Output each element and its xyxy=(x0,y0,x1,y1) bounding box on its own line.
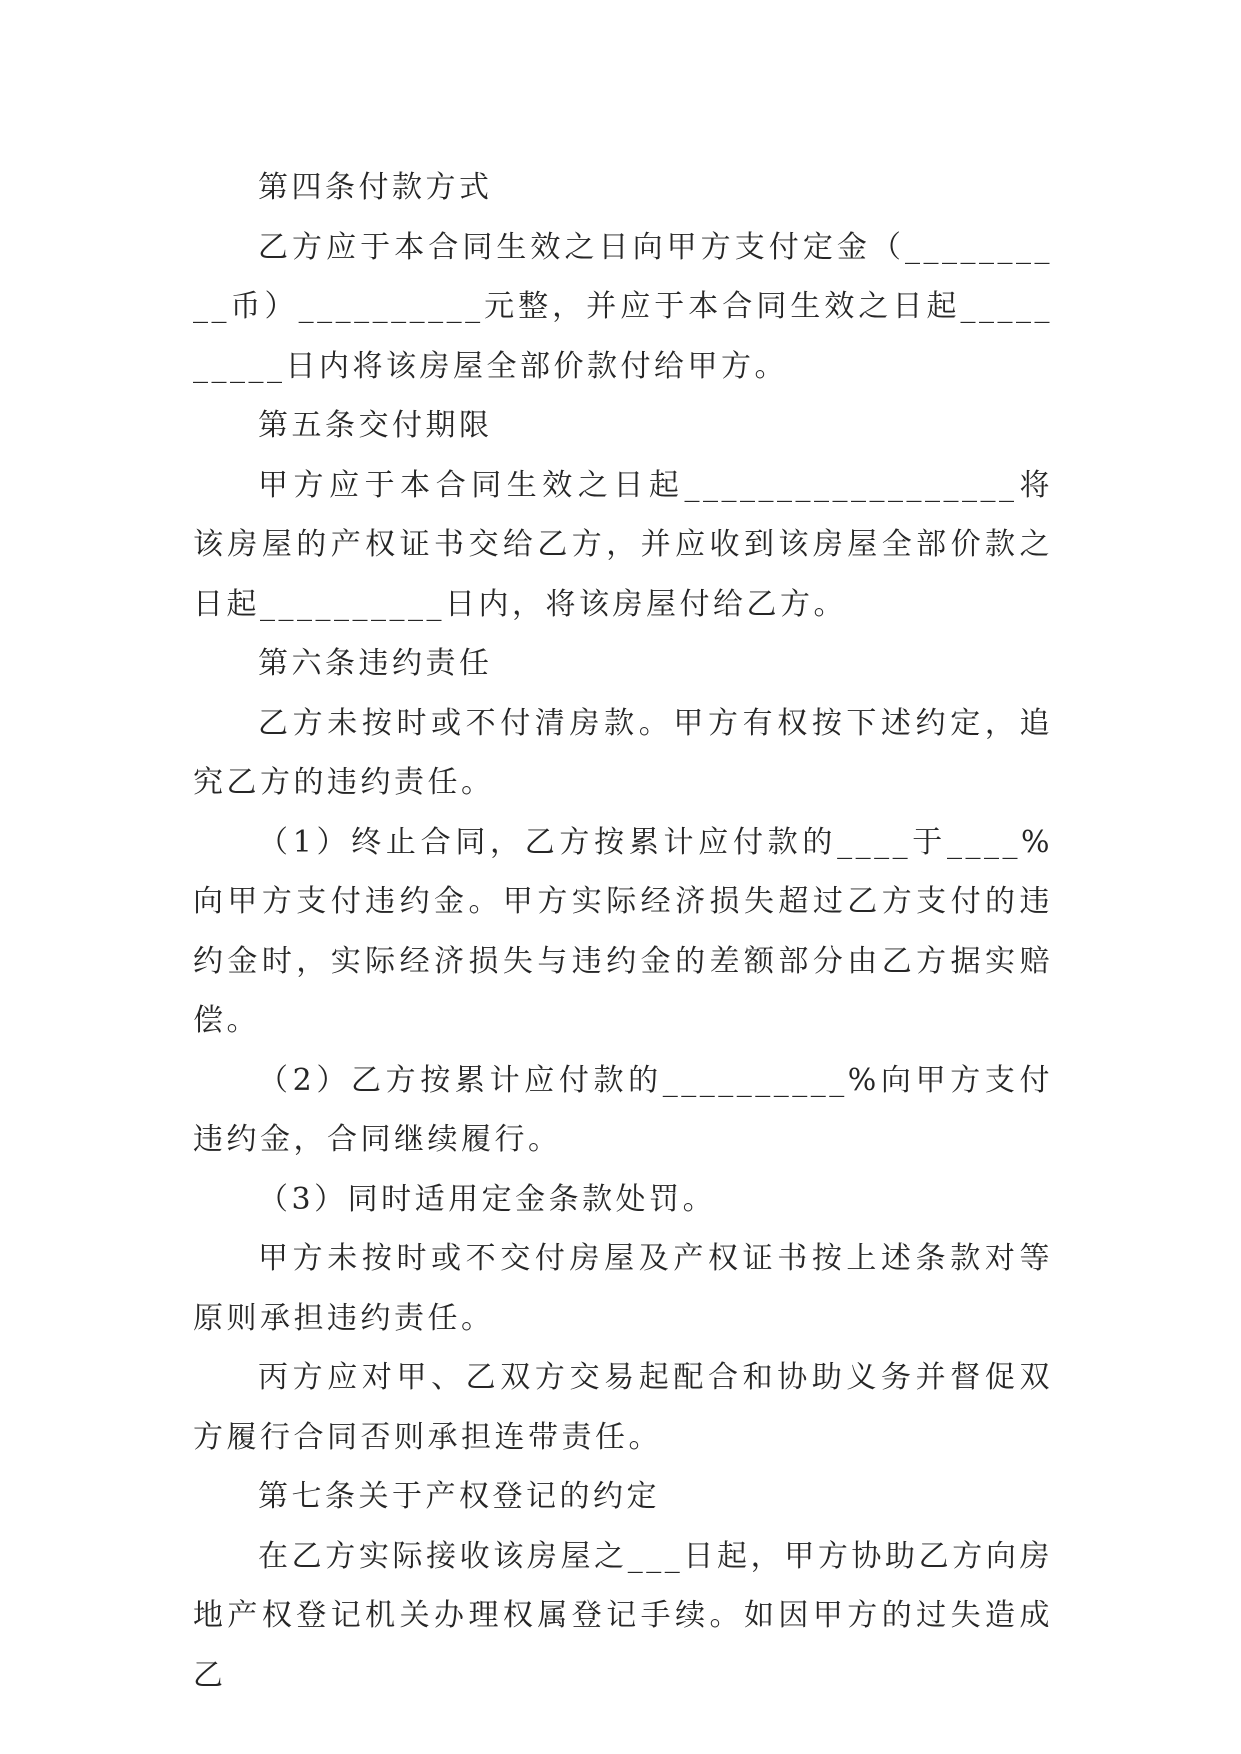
article-6-party-c-liability: 丙方应对甲、乙双方交易起配合和协助义务并督促双方履行合同否则承担连带责任。 xyxy=(193,1360,1053,1455)
document-body xyxy=(193,158,1053,1705)
article-6-clause-2: （2）乙方按累计应付款的__________%向甲方支付违约金，合同继续履行。 xyxy=(193,1062,1053,1157)
article-7-heading: 第七条关于产权登记的约定 xyxy=(258,1479,660,1514)
article-5-paragraph: 甲方应于本合同生效之日起__________________将该房屋的产权证书交给乙方，并应收到该房屋全部价款之日起__________日内，将该房屋付给乙方。 xyxy=(193,467,1053,622)
article-6-heading: 第六条违约责任 xyxy=(258,646,493,681)
article-6-clause-3: （3）同时适用定金条款处罚。 xyxy=(258,1181,717,1217)
article-4-paragraph: 乙方应于本合同生效之日向甲方支付定金（__________币）__________元整，并应于本合同生效之日起__________日内将该房屋全部价款付给甲方。 xyxy=(193,229,1053,384)
article-4-heading: 第四条付款方式 xyxy=(258,170,493,205)
article-6-party-a-liability: 甲方未按时或不交付房屋及产权证书按上述条款对等原则承担违约责任。 xyxy=(193,1241,1053,1336)
article-6-clause-1: （1）终止合同，乙方按累计应付款的____于____%向甲方支付违约金。甲方实际经济损失超过乙方支付的违约金时，实际经济损失与违约金的差额部分由乙方据实赔偿。 xyxy=(193,824,1053,1038)
article-5-heading: 第五条交付期限 xyxy=(258,408,493,443)
article-6-paragraph-intro: 乙方未按时或不付清房款。甲方有权按下述约定，追究乙方的违约责任。 xyxy=(193,705,1053,800)
article-7-paragraph: 在乙方实际接收该房屋之___日起，甲方协助乙方向房地产权登记机关办理权属登记手续。如因甲方的过失造成乙 xyxy=(193,1538,1053,1693)
